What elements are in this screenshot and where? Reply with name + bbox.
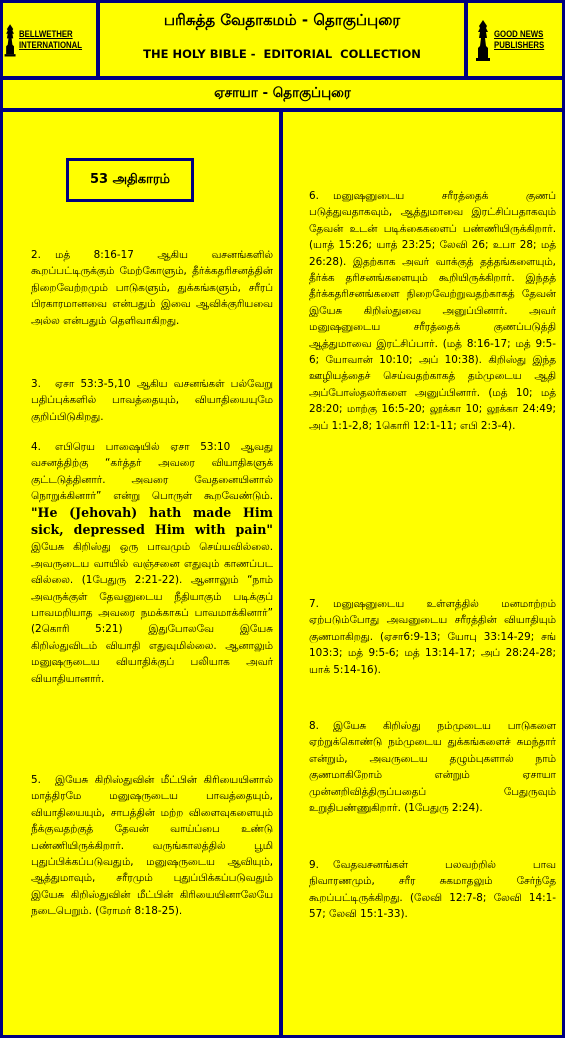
logo-text-line2: INTERNATIONAL [19, 39, 83, 51]
paragraph-number: 6. [309, 190, 319, 202]
logo-text-line2: PUBLISHERS [494, 39, 545, 51]
paragraph-text: வேதவசனங்கள் பலவற்றில் பாவ நிவாரணமும், சரீர சுகமாதலும் சேர்ந்தே கூறப்பட்டிருக்கிறது. (லேவி 12:7-8; லேவி 14:1-57; லேவி 15:1-33). [309, 859, 556, 921]
paragraph-7 [309, 596, 556, 678]
paragraph-text: இயேசு கிறிஸ்து நம்முடைய பாடுகளை ஏற்றுக்கொண்டு நம்முடைய துக்கங்களைச் சுமந்தார் என்றும், அவருடைய தழும்புகளால் நாம் குணமாகிறோம் என்றும் ஏசாயா முன்னறிவித்திருப்பதைப் பேதுருவும் உறுதிபண்ணுகிறார். (1பேதுரு 2:24). [309, 720, 556, 815]
paragraph-6 [309, 188, 556, 434]
bellwether-logo [3, 3, 96, 76]
english-quote: "He (Jehovah) hath made Him sick, depressed Him with pain" [31, 504, 273, 538]
paragraph-number: 4. [31, 441, 41, 453]
paragraph-3 [31, 376, 273, 425]
paragraph-number: 2. [31, 249, 41, 261]
paragraph-number: 3. [31, 378, 41, 390]
tamil-title: பரிசுத்த வேதாகமம் - தொகுப்புரை [163, 11, 401, 29]
chapter-label: 53 அதிகாரம் [69, 161, 191, 199]
book-title-bar [3, 80, 562, 108]
english-title: THE HOLY BIBLE - EDITORIAL COLLECTION [143, 47, 421, 61]
paragraph-text-continued: இயேசு கிறிஸ்து ஒரு பாவமும் செய்யவில்லை. அவருடைய வாயில் வஞ்சனை எதுவும் காணப்பட வில்லை. (1பேதுரு 2:21-22). ஆனாலும் “நாம் அவருக்குள் தேவனுடைய நீதியாகும் படிக்குப் பாவமறியாத அவரை நமக்காகப் பாவமாக்கினார்” (2கொரி 5:21) இதுபோலவே இயேசு கிறிஸ்துவிடம் வியாதி எதுவுமில்லை. ஆனாலும் மனுஷருடைய வியாதிக்குப் பலியாக அவர் வியாதியானார். [31, 541, 273, 685]
paragraph-number: 8. [309, 720, 319, 732]
paragraph-text: மத் 8:16-17 ஆகிய வசனங்களில் கூறப்பட்டிருக்கும் மேற்கோளும், தீர்க்கதரிசனத்தின் நிறைவேற்றமும் பாடுகளும், துக்கங்களும், சரீரப் பிரகாரமானவை என்பதும் இவை ஆவிக்குரியவை அல்ல என்பதும் தெளிவாகிறது. [31, 249, 273, 327]
right-column [283, 112, 562, 1035]
paragraph-text: மனுஷனுடைய உள்ளத்தில் மனமாற்றம் ஏற்படும்போது அவனுடைய சரீரத்தின் வியாதியும் குணமாகிறது. (ஏசா6:9-13; யோபு 33:14-29; சங் 103:3; மத் 9:5-6; மத் 13:14-17; அப் 28:24-28; யாக் 5:14-16). [309, 598, 556, 676]
paragraph-text: ஏசா 53:3-5,10 ஆகிய வசனங்கள் பல்வேறு பதிப்புக்களில் பாவத்தையும், வியாதியையுமே குறிப்பிடுகிறது. [31, 378, 273, 423]
bellwether-sheep-logo-icon [3, 18, 17, 62]
header-title-box [100, 3, 464, 76]
chapter-label-box [66, 158, 194, 202]
paragraph-9 [309, 857, 556, 923]
paragraph-8 [309, 718, 556, 816]
good-news-publishers-logo-icon [474, 18, 492, 62]
paragraph-number: 5. [31, 774, 41, 786]
paragraph-4 [31, 439, 273, 687]
book-title: ஏசாயா - தொகுப்புரை [214, 85, 351, 101]
paragraph-text: எபிரெய பாஷையில் ஏசா 53:10 ஆவது வசனத்திற்கு “கர்த்தர் அவரை வியாதிகளுக் குட்டடுத்தினார். அவரை வேதனையினால் நொறுக்கினார்” என்று பொருள் கூறவேண்டும். [31, 441, 273, 503]
paragraph-5 [31, 772, 273, 920]
paragraph-number: 7. [309, 598, 319, 610]
paragraph-text: இயேசு கிறிஸ்துவின் மீட்பின் கிரியையினால் மாத்திரமே மனுஷருடைய பாவத்தையும், வியாதியையும், சாபத்தின் மற்ற விளைவுகளையும் நீக்குவதற்குத் தேவன் வாய்ப்பை உண்டு பண்ணியிருக்கிறார். வருங்காலத்தில் பூமி புதுப்பிக்கப்படுவதும், மனுஷருடைய ஆவியும், ஆத்துமாவும், சரீரமும் புதுப்பிக்கப்படுவதும் இயேசு கிறிஸ்துவின் மீட்பின் கிரியையினாலேயே நடைபெறும். (ரோமர் 8:18-25). [31, 774, 273, 918]
logo-text-line1: GOOD NEWS [494, 28, 544, 40]
left-column [3, 112, 279, 1035]
paragraph-number: 9. [309, 859, 319, 871]
logo-text-line1: BELLWETHER [19, 28, 73, 40]
good-news-logo [468, 3, 562, 76]
paragraph-text: மனுஷனுடைய சரீரத்தைக் குணப் படுத்துவதாகவும், ஆத்துமாவை இரட்சிப்பதாகவும் தேவன் உடன் படிக்கைகளைப் பண்ணியிருக்கிறார். (யாத் 15:26; யாத் 23:25; லேவி 26; உபா 28; மத் 26:28). இதற்காக அவர் வாக்குத் தத்தங்களையும், தீர்க்க தரிசனங்களையும் கூறியிருக்கிறார். இந்தத் தீர்க்கதரிசனங்களை நிறைவேற்றுவதற்காகத் தேவன் இயேசு கிறிஸ்துவை அனுப்பினார். அவர் மனுஷனுடைய சரீரத்தைக் குணப்படுத்தி ஆத்துமாவை இரட்சிப்பார். (மத் 8:16-17; மத் 9:5-6; யோவான் 10:10; அப் 10:38). கிறிஸ்து இந்த ஊழியத்தைச் செய்வதற்காகத் தம்முடைய ஆதி அப்போஸ்தலர்களை அனுப்பினார். (மத் 10; மத் 28:20; மாற்கு 16:5-20; லூக்கா 10; லூக்கா 24:49; அப் 1:1-2,8; 1கொரி 12:1-11; எபி 2:3-4). [309, 190, 556, 432]
paragraph-2 [31, 247, 273, 329]
